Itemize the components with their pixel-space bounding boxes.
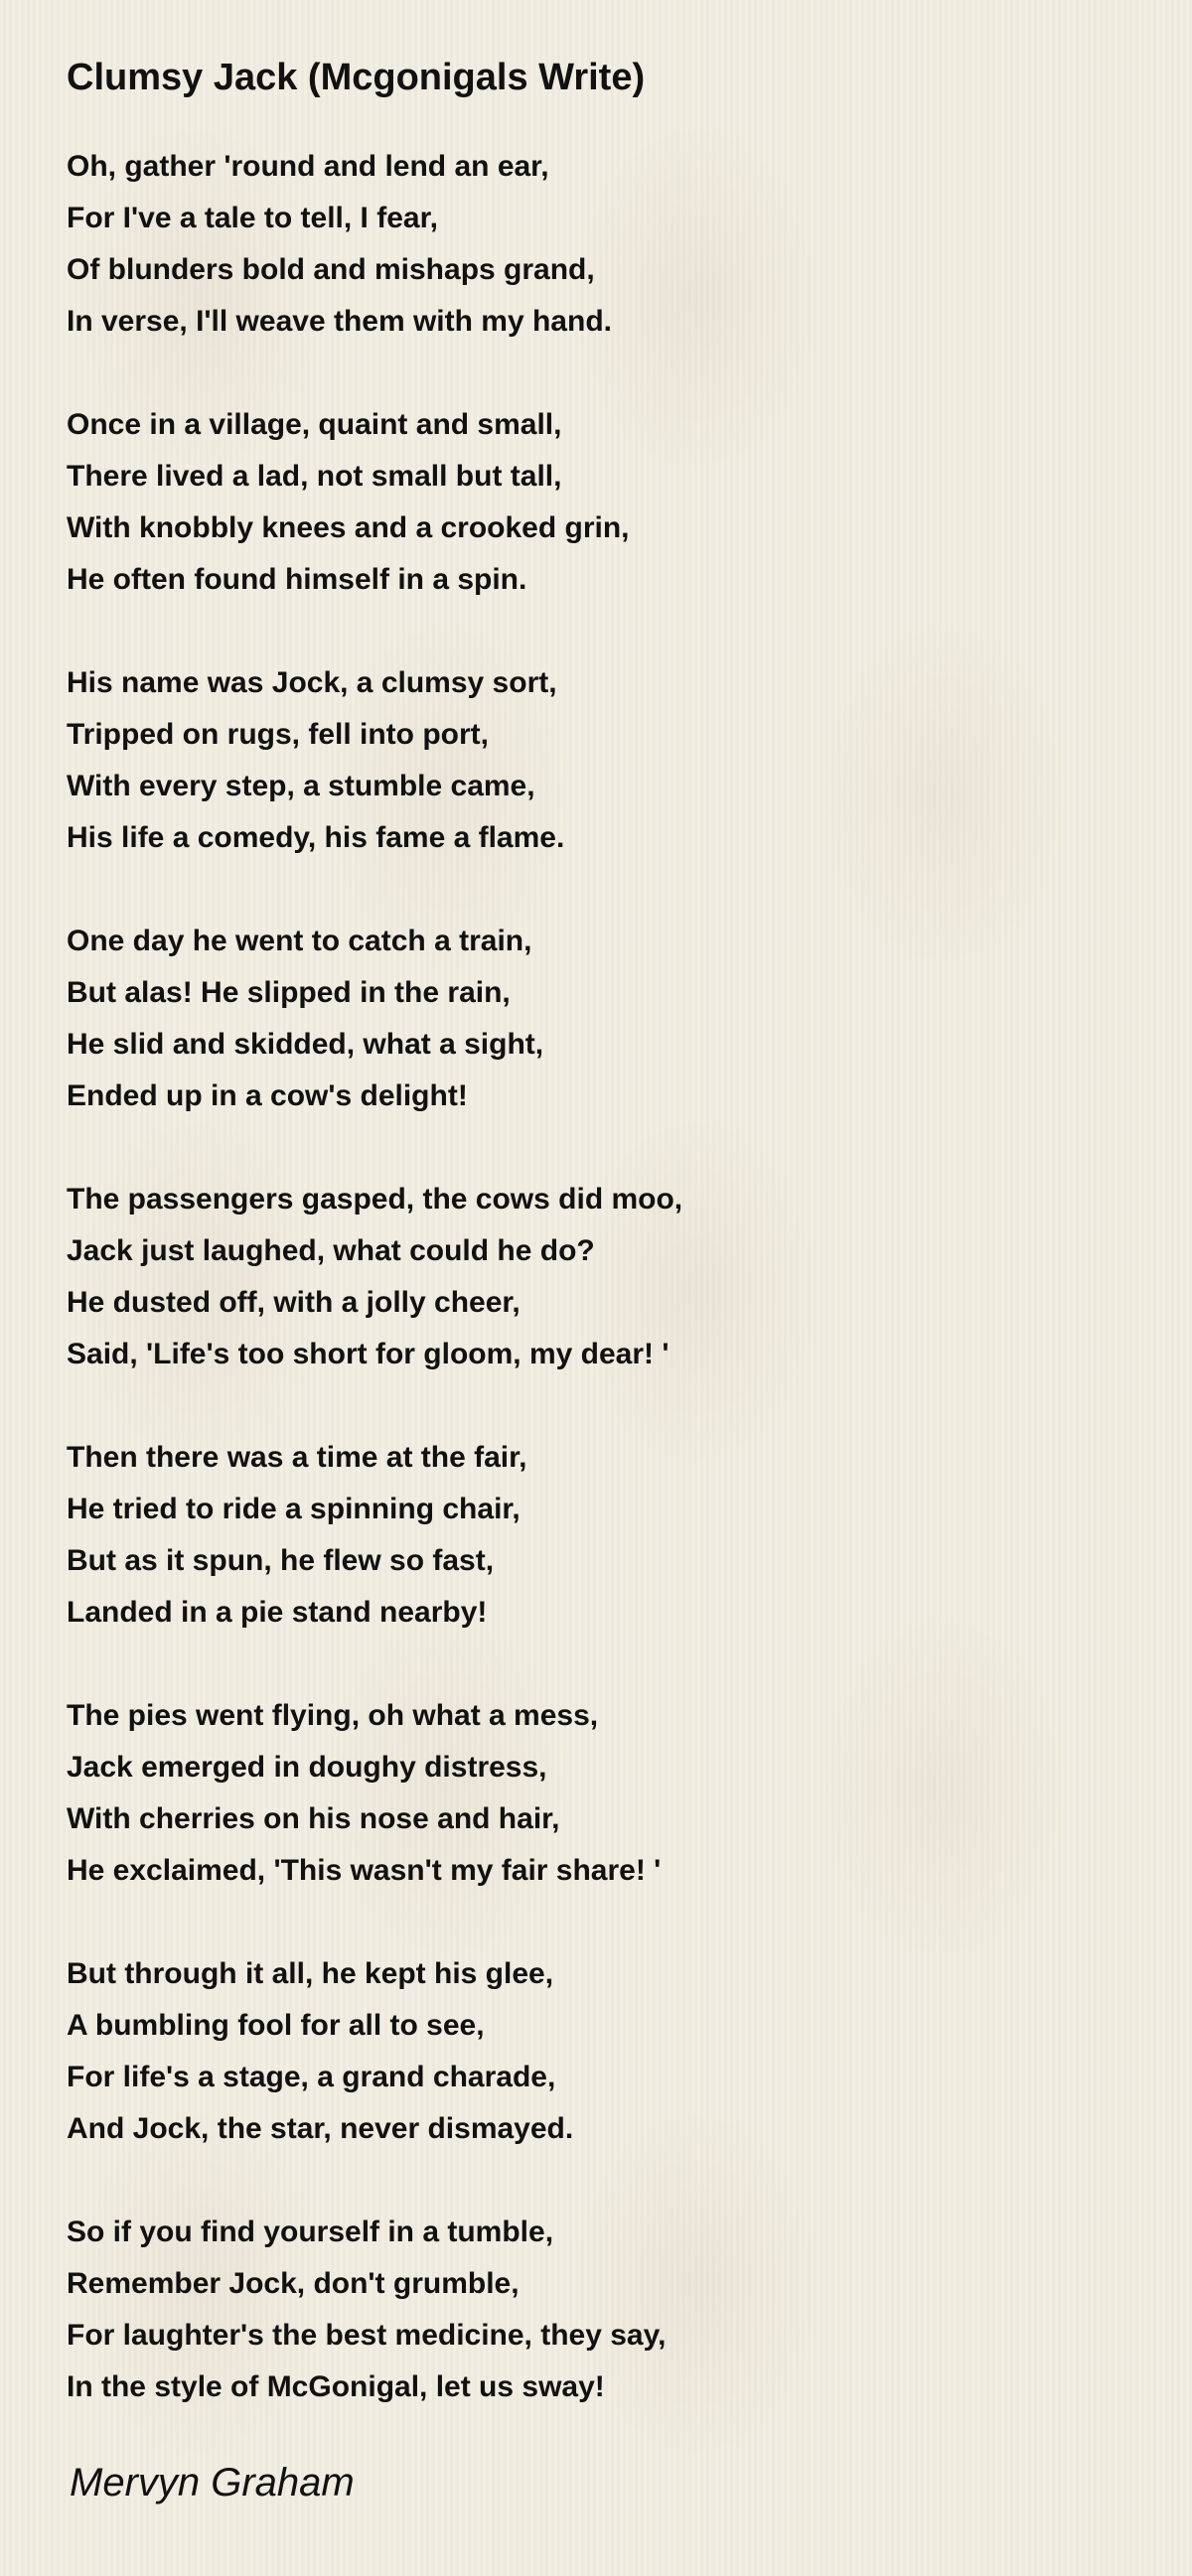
- stanza-7: [67, 1690, 1139, 1897]
- poem-line: But as it spun, he flew so fast,: [67, 1544, 495, 1577]
- poem-line: There lived a lad, not small but tall,: [67, 460, 562, 493]
- stanza-2: [67, 399, 1139, 606]
- stanza-9: [67, 2207, 1139, 2413]
- poem-line: And Jock, the star, never dismayed.: [67, 2112, 574, 2145]
- poem-line: Tripped on rugs, fell into port,: [67, 718, 489, 751]
- poem-line: One day he went to catch a train,: [67, 925, 532, 957]
- poem-body: [67, 141, 1139, 2413]
- poem-line: With every step, a stumble came,: [67, 770, 535, 802]
- stanza-3: [67, 657, 1139, 864]
- stanza-1: [67, 141, 1139, 348]
- poem-line: Said, 'Life's too short for gloom, my dear! ': [67, 1338, 670, 1370]
- poem-line: He tried to ride a spinning chair,: [67, 1493, 521, 1525]
- poem-line: But alas! He slipped in the rain,: [67, 976, 511, 1009]
- poem-line: Jack emerged in doughy distress,: [67, 1751, 547, 1784]
- poem-line: For I've a tale to tell, I fear,: [67, 202, 438, 234]
- stanza-8: [67, 1948, 1139, 2155]
- stanza-4: [67, 916, 1139, 1122]
- poem-line: Jack just laughed, what could he do?: [67, 1234, 595, 1267]
- poem-author: Mervyn Graham: [70, 2461, 355, 2504]
- poem-line: His name was Jock, a clumsy sort,: [67, 666, 557, 699]
- poem-line: Then there was a time at the fair,: [67, 1441, 527, 1474]
- poem-line: A bumbling fool for all to see,: [67, 2009, 485, 2042]
- stanza-6: [67, 1432, 1139, 1639]
- poem-line: He slid and skidded, what a sight,: [67, 1028, 544, 1061]
- poem-line: He exclaimed, 'This wasn't my fair share! ': [67, 1854, 662, 1887]
- poem-line: For life's a stage, a grand charade,: [67, 2061, 556, 2093]
- poem-line: In the style of McGonigal, let us sway!: [67, 2370, 605, 2403]
- poem-page: [67, 50, 1139, 2510]
- poem-line: Landed in a pie stand nearby!: [67, 1596, 488, 1629]
- poem-line: For laughter's the best medicine, they say,: [67, 2319, 667, 2352]
- poem-line: Once in a village, quaint and small,: [67, 408, 562, 441]
- poem-line: But through it all, he kept his glee,: [67, 1957, 554, 1990]
- poem-line: With cherries on his nose and hair,: [67, 1802, 560, 1835]
- poem-title: Clumsy Jack (Mcgonigals Write): [67, 57, 646, 98]
- poem-line: Remember Jock, don't grumble,: [67, 2267, 520, 2300]
- poem-line: Oh, gather 'round and lend an ear,: [67, 150, 549, 183]
- poem-line: With knobbly knees and a crooked grin,: [67, 511, 630, 544]
- stanza-5: [67, 1174, 1139, 1380]
- poem-line: Of blunders bold and mishaps grand,: [67, 253, 595, 286]
- poem-line: So if you find yourself in a tumble,: [67, 2216, 554, 2248]
- poem-line: Ended up in a cow's delight!: [67, 1079, 468, 1112]
- poem-line: In verse, I'll weave them with my hand.: [67, 305, 612, 338]
- poem-line: The pies went flying, oh what a mess,: [67, 1699, 599, 1732]
- poem-line: He often found himself in a spin.: [67, 563, 527, 596]
- poem-line: The passengers gasped, the cows did moo,: [67, 1183, 683, 1216]
- poem-line: His life a comedy, his fame a flame.: [67, 821, 565, 854]
- poem-line: He dusted off, with a jolly cheer,: [67, 1286, 521, 1319]
